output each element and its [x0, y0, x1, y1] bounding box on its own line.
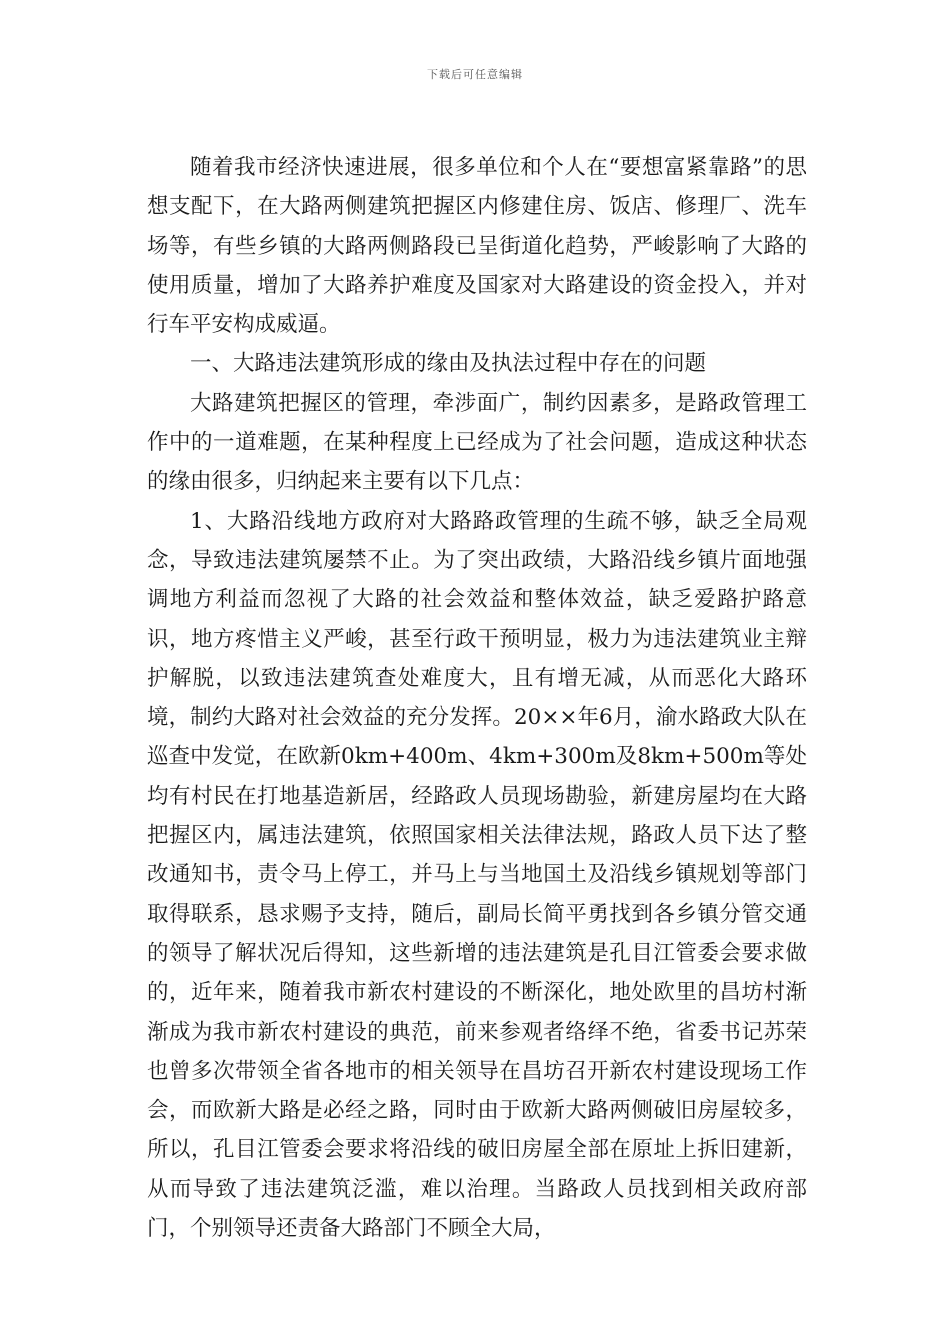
paragraph-intro: 随着我市经济快速进展，很多单位和个人在“要想富紧靠路”的思想支配下，在大路两侧建筑把握区内修建住房、饭店、修理厂、洗车场等，有些乡镇的大路两侧路段已呈街道化趋势，严峻影响了大路的使用质量，增加了大路养护难度及国家对大路建设的资金投入，并对行车平安构成威逼。	[147, 155, 807, 338]
section-heading: 一、大路违法建筑形成的缘由及执法过程中存在的问题	[190, 351, 707, 377]
paragraph-point-1: 1、大路沿线地方政府对大路路政管理的生疏不够，缺乏全局观念，导致违法建筑屡禁不止。为了突出政绩，大路沿线乡镇片面地强调地方利益而忽视了大路的社会效益和整体效益，缺乏爱路护路意识，地方疼惜主义严峻，甚至行政干预明显，极力为违法建筑业主辩护解脱，以致违法建筑查处难度大，且有增无减，从而恶化大路环境，制约大路对社会效益的充分发挥。20××年6月，渝水路政大队在巡查中发觉，在欧新0km+400m、4km+300m及8km+500m等处均有村民在打地基造新居，经路政人员现场勘验，新建房屋均在大路把握区内，属违法建筑，依照国家相关法律法规，路政人员下达了整改通知书，责令马上停工，并马上与当地国土及沿线乡镇规划等部门取得联系，恳求赐予支持，随后，副局长简平勇找到各乡镇分管交通的领导了解状况后得知，这些新增的违法建筑是孔目江管委会要求做的，近年来，随着我市新农村建设的不断深化，地处欧里的昌坊村渐渐成为我市新农村建设的典范，前来参观者络绎不绝，省委书记苏荣也曾多次带领全省各地市的相关领导在昌坊召开新农村建设现场工作会，而欧新大路是必经之路，同时由于欧新大路两侧破旧房屋较多，所以，孔目江管委会要求将沿线的破旧房屋全部在原址上拆旧建新，从而导致了违法建筑泛滥，难以治理。当路政人员找到相关政府部门，个别领导还责备大路部门不顾全大局，	[147, 508, 807, 1242]
document-body	[147, 148, 807, 1248]
page-header: 下载后可任意编辑	[427, 68, 523, 81]
paragraph-overview: 大路建筑把握区的管理，牵涉面广，制约因素多，是路政管理工作中的一道难题，在某种程度上已经成为了社会问题，造成这种状态的缘由很多，归纳起来主要有以下几点：	[147, 390, 807, 495]
